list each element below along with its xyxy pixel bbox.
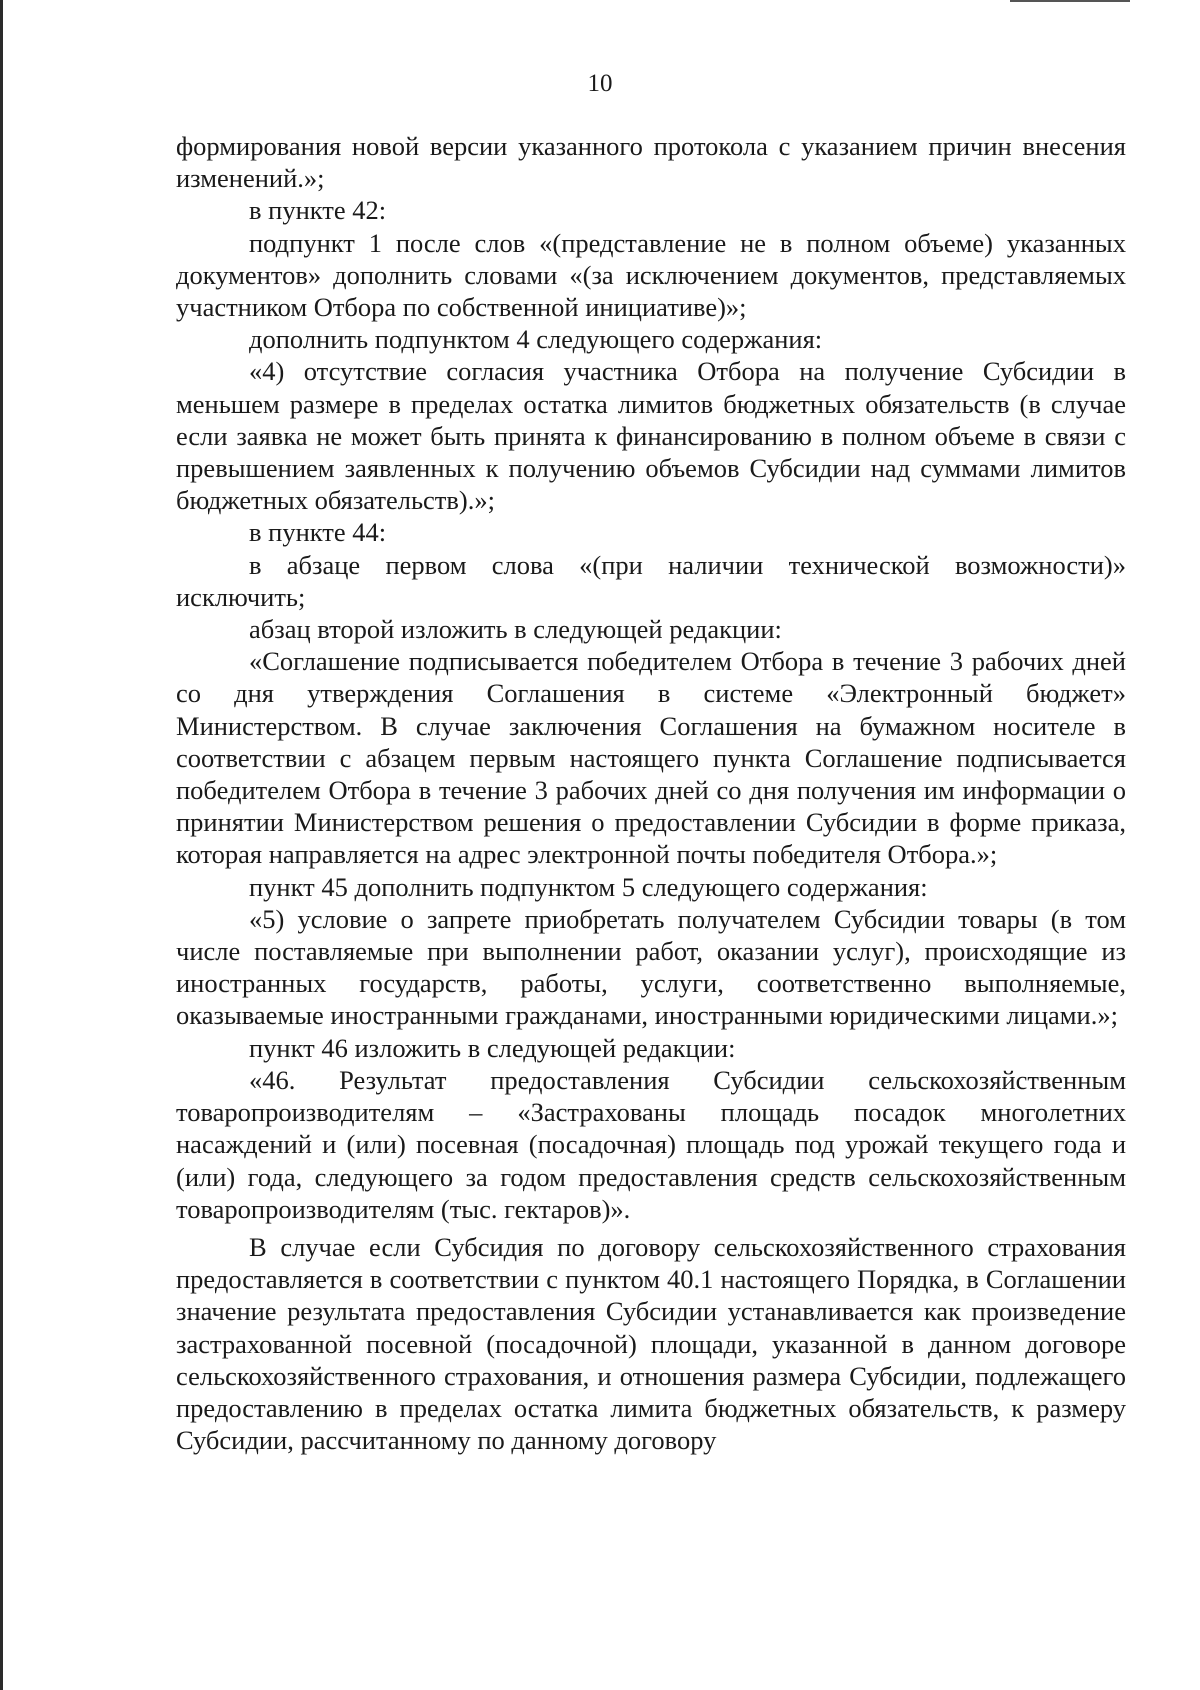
paragraph-13: «46. Результат предоставления Субсидии сельскохозяйственным товаропроизводителям – «Застрахованы площадь посадок многолетних насаждений и (или) посевная (посадочная) площадь под урожай текущего года и (или) года, следующего за годом предоставления средств сельскохозяйственным товаропроизводителям (тыс. гектаров)». [176,1064,1126,1224]
paragraph-14: В случае если Субсидия по договору сельскохозяйственного страхования предоставляется в соответствии с пунктом 40.1 настоящего Порядка, в Соглашении значение результата предоставления Субсидии устанавливается как произведение застрахованной посевной (посадочной) площади, указанной в данном договоре сельскохозяйственного страхования, и отношения размера Субсидии, подлежащего предоставлению в пределах остатка лимита бюджетных обязательств, к размеру Субсидии, рассчитанному по данному договору [176,1231,1126,1456]
paragraph-10: пункт 45 дополнить подпунктом 5 следующего содержания: [249,871,928,902]
paragraph-7: в абзаце первом слова «(при наличии технической возможности)» исключить; [176,549,1126,612]
paragraph-11: «5) условие о запрете приобретать получателем Субсидии товары (в том числе поставляемые при выполнении работ, оказании услуг), происходящие из иностранных государств, работы, услуги, соответственно выполняемые, оказываемые иностранными гражданами, иностранными юридическими лицами.»; [176,903,1126,1031]
paragraph-4: дополнить подпунктом 4 следующего содержания: [249,324,823,355]
page-number: 10 [587,70,613,97]
document-body [176,130,1126,1456]
paragraph-9: «Соглашение подписывается победителем Отбора в течение 3 рабочих дней со дня утверждения Соглашения в системе «Электронный бюджет» Министерством. В случае заключения Соглашения на бумажном носителе в соответствии с абзацем первым настоящего пункта Соглашение подписывается победителем Отбора в течение 3 рабочих дней со дня получения им информации о принятии Министерством решения о предоставлении Субсидии в форме приказа, которая направляется на адрес электронной почты победителя Отбора.»; [176,646,1126,870]
paragraph-3: подпункт 1 после слов «(представление не в полном объеме) указанных документов» дополнить словами «(за исключением документов, представляемых участником Отбора по собственной инициативе)»; [176,227,1126,323]
paragraph-8: абзац второй изложить в следующей редакции: [249,614,782,645]
paragraph-12: пункт 46 изложить в следующей редакции: [249,1032,736,1063]
paragraph-1: формирования новой версии указанного протокола с указанием причин внесения изменений.»; [176,131,1126,194]
scan-top-mark [1010,0,1130,2]
scan-left-edge [0,0,3,1690]
paragraph-5: «4) отсутствие согласия участника Отбора на получение Субсидии в меньшем размере в пределах остатка лимитов бюджетных обязательств (в случае если заявка не может быть принята к финансированию в полном объеме в связи с превышением заявленных к получению объемов Субсидии над суммами лимитов бюджетных обязательств).»; [176,356,1126,516]
paragraph-2: в пункте 42: [249,195,387,226]
paragraph-6: в пункте 44: [249,517,387,548]
